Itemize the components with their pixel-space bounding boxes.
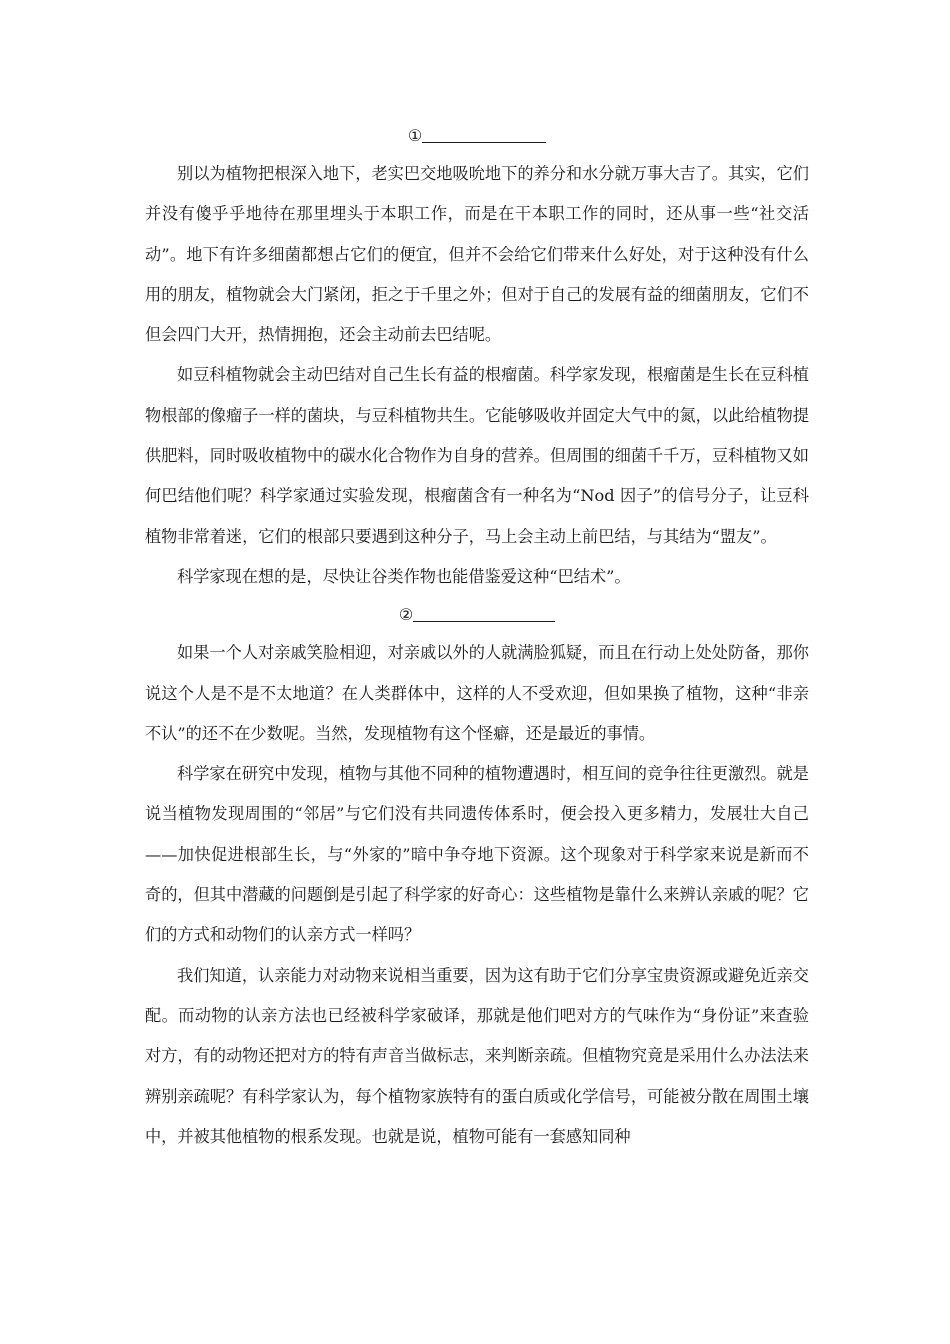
heading-marker: ② — [398, 605, 414, 625]
document-page — [145, 118, 809, 1157]
section-heading-1 — [145, 118, 809, 154]
paragraph: 我们知道，认亲能力对动物来说相当重要，因为这有助于它们分享宝贵资源或避免近亲交配。而动物的认亲方法也已经被科学家破译，那就是他们吧对方的气味作为“身份证”来查验对方，有的动物还把对方的特有声音当做标志，来判断亲疏。但植物究竟是采用什么办法法来辨别亲疏呢？有科学家认为，每个植物家族特有的蛋白质或化学信号，可能被分散在周围土壤中，并被其他植物的根系发现。也就是说，植物可能有一套感知同种 — [145, 965, 809, 1146]
paragraph: 如果一个人对亲戚笑脸相迎，对亲戚以外的人就满脸狐疑，而且在行动上处处防备，那你说这个人是不是不太地道？在人类群体中，这样的人不受欢迎，但如果换了植物，这种“非亲不认”的还不在少数呢。当然，发现植物有这个怪癖，还是最近的事情。 — [145, 643, 809, 743]
paragraph: 别以为植物把根深入地下，老实巴交地吸吮地下的养分和水分就万事大吉了。其实，它们并没有傻乎乎地待在那里埋头于本职工作，而是在干本职工作的同时，还从事一些“社交活动”。地下有许多细菌都想占它们的便宜，但并不会给它们带来什么好处，对于这种没有什么用的朋友，植物就会大门紧闭，拒之于千里之外；但对于自己的发展有益的细菌朋友，它们不但会四门大开，热情拥抱，还会主动前去巴结呢。 — [145, 164, 809, 345]
fill-in-blank-line — [422, 126, 546, 143]
fill-in-blank-line — [413, 605, 555, 622]
heading-marker: ① — [407, 126, 423, 145]
paragraph: 科学家现在想的是，尽快让谷类作物也能借鉴爱这种“巴结术”。 — [177, 566, 631, 586]
paragraph: 科学家在研究中发现，植物与其他不同种的植物遭遇时，相互间的竞争往往更激烈。就是说当植物发现周围的“邻居”与它们没有共同遗传体系时，便会投入更多精力，发展壮大自己——加快促进根部生长，与“外家的”暗中争夺地下资源。这个现象对于科学家来说是新而不奇的，但其中潜藏的问题倒是引起了科学家的好奇心：这些植物是靠什么来辨认亲戚的呢？它们的方式和动物们的认亲方式一样吗？ — [145, 764, 809, 945]
paragraph: 如豆科植物就会主动巴结对自己生长有益的根瘤菌。科学家发现，根瘤菌是生长在豆科植物根部的像瘤子一样的菌块，与豆科植物共生。它能够吸收并固定大气中的氮，以此给植物提供肥料，同时吸收植物中的碳水化合物作为自身的营养。但周围的细菌千千万，豆科植物又如何巴结他们呢？科学家通过实验发现，根瘤菌含有一种名为“Nod 因子”的信号分子，让豆科植物非常着迷，它们的根部只要遇到这种分子，马上会主动上前巴结，与其结为“盟友”。 — [145, 365, 809, 546]
section-heading-2 — [145, 597, 809, 633]
